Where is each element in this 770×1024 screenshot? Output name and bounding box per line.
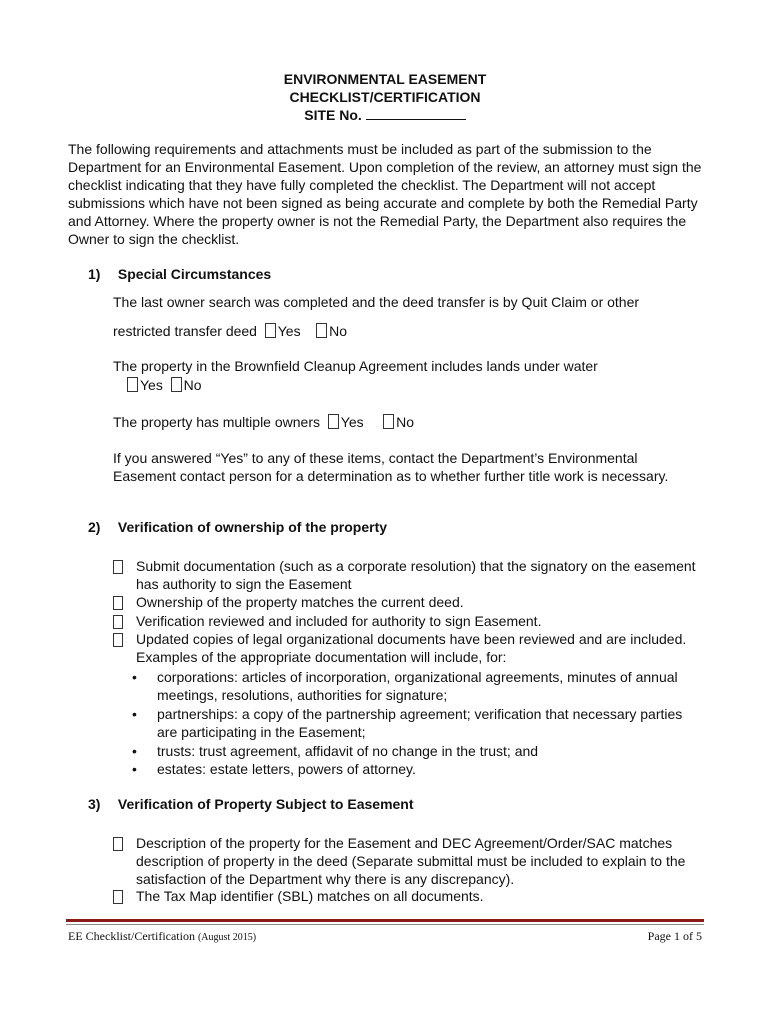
q1-line2 [113,322,703,340]
bullet-icon: • [132,669,137,685]
bullet-icon: • [132,743,137,759]
section1-title: Special Circumstances [117,266,272,282]
site-number-line [0,107,770,123]
q2-yes-checkbox[interactable] [127,377,138,392]
section1-number: 1) [88,266,101,282]
q2-no-label: No [183,377,202,393]
q3-yes-checkbox[interactable] [328,414,339,429]
s3-item-2-text: The Tax Map identifier (SBL) matches on all documents. [136,888,484,904]
bullet-icon: • [132,761,137,777]
s3-item-1-text: Description of the property for the Easement and DEC Agreement/Order/SAC matches description of property in the deed (Separate submittal must be included to explain to the satisfaction of the Department why there is any discrepancy). [136,835,686,887]
q3-line [113,413,703,431]
q1-line1: The last owner search was completed and the deed transfer is by Quit Claim or other [113,294,640,310]
section1-heading [88,266,271,282]
intro-paragraph: The following requirements and attachments must be included as part of the submission to the Department for an Environmental Easement. Upon completion of the review, an attorney must sign the checklist indicating that they have fully completed the checklist. The Department will not accept submissions which have not been signed as being accurate and complete by both the Remedial Party and Attorney. Where the property owner is not the Remedial Party, the Department also requires the Owner to sign the checklist. [68,141,702,247]
s2-item-2-checkbox[interactable] [113,596,123,610]
q3-text: The property has multiple owners [113,414,320,430]
section3-heading [88,796,414,812]
section2-number: 2) [88,519,101,535]
s2-bullet-3-text: trusts: trust agreement, affidavit of no change in the trust; and [157,743,539,759]
footer-page-number: Page 1 of 5 [647,929,702,943]
footer-doc-title: EE Checklist/Certification [68,929,195,943]
q3-no-checkbox[interactable] [383,414,394,429]
site-label: SITE No. [304,107,362,123]
q2-no-checkbox[interactable] [171,377,182,392]
doc-title-line2: CHECKLIST/CERTIFICATION [289,89,481,105]
section2-title: Verification of ownership of the property [117,519,388,535]
s2-item-4-text: Updated copies of legal organizational documents have been reviewed and are included. Examples of the appropriate documentation will include, for: [136,631,687,665]
q1-yes-label: Yes [277,323,301,339]
doc-title-line1: ENVIRONMENTAL EASEMENT [283,71,487,87]
q2-yes-label: Yes [140,377,163,393]
q1-yes-checkbox[interactable] [265,323,276,338]
s2-bullet-4-text: estates: estate letters, powers of attorney. [157,761,416,777]
footer-rule-bottom [66,924,704,925]
footer-rule-top [66,919,704,922]
s2-item-4-checkbox[interactable] [113,633,123,647]
s3-item-2-checkbox[interactable] [113,890,123,904]
q1-text: restricted transfer deed [113,323,257,339]
s2-bullet-1-text: corporations: articles of incorporation, organizational agreements, minutes of annual meetings, resolutions, authorities for signature; [157,669,678,703]
q1-no-label: No [329,323,348,339]
s2-bullet-2-text: partnerships: a copy of the partnership agreement; verification that necessary parties are participating in the Easement; [157,706,683,740]
footer-doc-name [68,929,256,944]
q3-yes-label: Yes [340,414,364,430]
bullet-icon: • [132,706,137,722]
section3-title: Verification of Property Subject to Easement [117,796,414,812]
s3-item-1-checkbox[interactable] [113,837,123,851]
q3-no-label: No [396,414,414,430]
section1-note: If you answered “Yes” to any of these items, contact the Department’s Environmental Easement contact person for a determination as to whether further title work is necessary. [113,450,669,484]
q2-line: The property in the Brownfield Cleanup Agreement includes lands under water [113,358,598,374]
s2-item-3-checkbox[interactable] [113,615,123,629]
footer-doc-date: (August 2015) [197,932,257,943]
q2-answers [127,376,717,394]
s2-item-2-text: Ownership of the property matches the current deed. [136,594,464,610]
s2-item-1-text: Submit documentation (such as a corporate resolution) that the signatory on the easement has authority to sign the Easement [136,558,696,592]
q1-no-checkbox[interactable] [316,323,327,338]
s2-item-1-checkbox[interactable] [113,560,123,574]
section2-heading [88,519,387,535]
s2-item-3-text: Verification reviewed and included for authority to sign Easement. [136,613,542,629]
section3-number: 3) [88,796,101,812]
site-number-field[interactable] [366,107,466,120]
